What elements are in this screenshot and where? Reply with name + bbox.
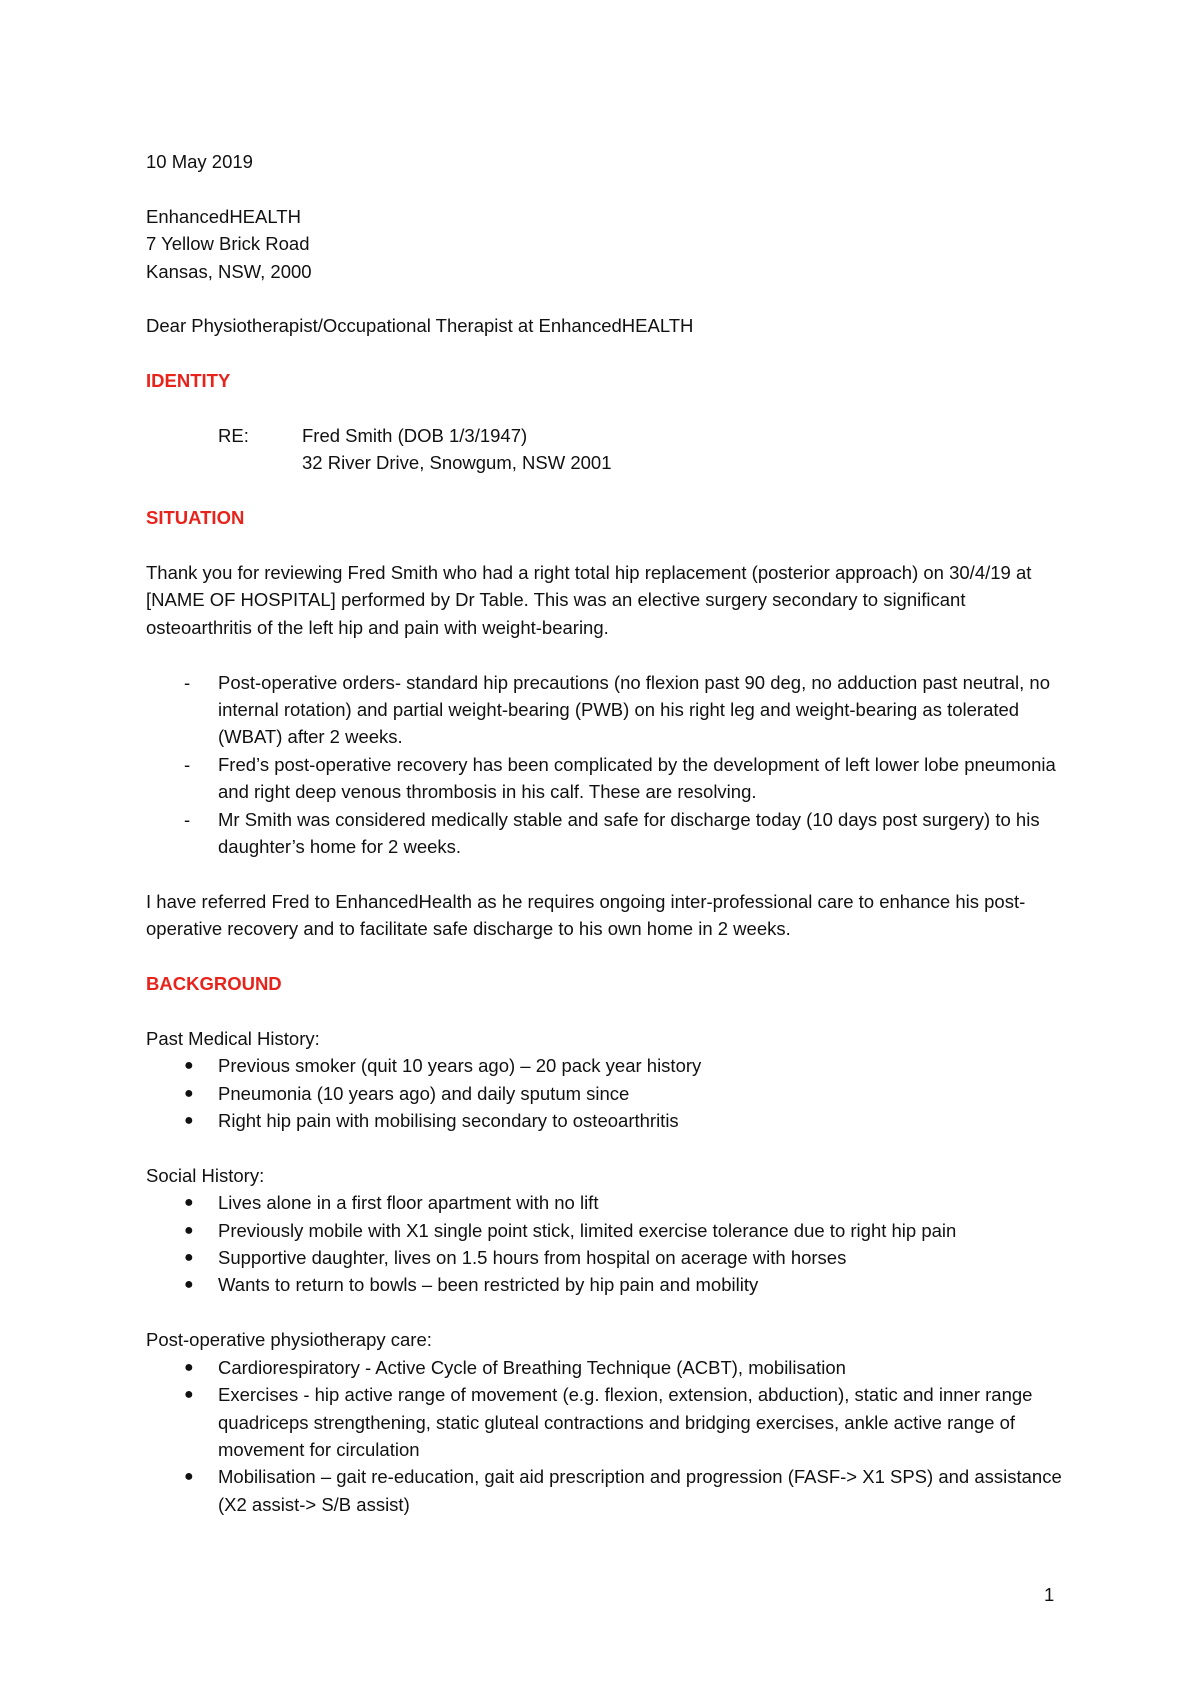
salutation: Dear Physiotherapist/Occupational Therapist at EnhancedHEALTH xyxy=(146,315,694,337)
list-item: ● Mobilisation – gait re-education, gait aid prescription and progression (FASF-> X1 SPS) and assistance (X2 assist-> S/B assist) xyxy=(146,1463,1076,1518)
list-item: ● Lives alone in a first floor apartment with no lift xyxy=(146,1189,1076,1216)
patient-address: 32 River Drive, Snowgum, NSW 2001 xyxy=(302,452,612,474)
pmh-title: Past Medical History: xyxy=(146,1027,320,1049)
letter-date: 10 May 2019 xyxy=(146,151,253,172)
background-heading: BACKGROUND xyxy=(146,973,282,995)
re-label: RE: xyxy=(218,425,249,446)
situation-heading: SITUATION xyxy=(146,507,245,529)
recipient-address xyxy=(146,203,1076,285)
list-item: ● Exercises - hip active range of movement (e.g. flexion, extension, abduction), static and inner range quadriceps strengthening, static gluteal contractions and bridging exercises, ankle active range of movement for circulation xyxy=(146,1381,1076,1463)
dash-marker: - xyxy=(184,753,191,775)
recipient-city: Kansas, NSW, 2000 xyxy=(146,260,312,282)
referral-paragraph: I have referred Fred to EnhancedHealth as he requires ongoing inter-professional care to enhance his post-operative recovery and to facilitate safe discharge to his own home in 2 weeks. xyxy=(146,890,1026,940)
social-history-list xyxy=(146,1189,1076,1299)
pmh-list xyxy=(146,1052,1076,1134)
list-item: ● Pneumonia (10 years ago) and daily sputum since xyxy=(146,1080,1076,1107)
dash-marker: - xyxy=(184,671,191,693)
physio-care-title: Post-operative physiotherapy care: xyxy=(146,1329,432,1351)
bullet-icon: ● xyxy=(184,1386,194,1404)
dash-marker: - xyxy=(184,808,191,830)
bullet-icon: ● xyxy=(184,1249,194,1267)
social-history-title: Social History: xyxy=(146,1164,265,1186)
list-item: - Mr Smith was considered medically stable and safe for discharge today (10 days post surgery) to his daughter’s home for 2 weeks. xyxy=(146,806,1076,861)
list-item: - Fred’s post-operative recovery has been complicated by the development of left lower lobe pneumonia and right deep venous thrombosis in his calf. These are resolving. xyxy=(146,751,1076,806)
bullet-icon: ● xyxy=(184,1221,194,1239)
situation-intro: Thank you for reviewing Fred Smith who had a right total hip replacement (posterior approach) on 30/4/19 at [NAME OF HOSPITAL] performed by Dr Table. This was an elective surgery secondary to significant osteoarthritis of the left hip and pain with weight-bearing. xyxy=(146,562,1032,638)
bullet-icon: ● xyxy=(184,1057,194,1075)
list-item: ● Previously mobile with X1 single point stick, limited exercise tolerance due to right hip pain xyxy=(146,1217,1076,1244)
physio-care-list xyxy=(146,1354,1076,1518)
identity-heading: IDENTITY xyxy=(146,370,231,392)
patient-name-dob: Fred Smith (DOB 1/3/1947) xyxy=(302,425,528,446)
bullet-icon: ● xyxy=(184,1468,194,1486)
list-item: ● Previous smoker (quit 10 years ago) – 20 pack year history xyxy=(146,1052,1076,1079)
bullet-icon: ● xyxy=(184,1194,194,1212)
bullet-icon: ● xyxy=(184,1358,194,1376)
situation-list xyxy=(146,669,1076,861)
list-item: ● Right hip pain with mobilising secondary to osteoarthritis xyxy=(146,1107,1076,1134)
bullet-icon: ● xyxy=(184,1112,194,1130)
list-item: ● Wants to return to bowls – been restricted by hip pain and mobility xyxy=(146,1271,1076,1298)
recipient-street: 7 Yellow Brick Road xyxy=(146,233,310,255)
list-item: - Post-operative orders- standard hip precautions (no flexion past 90 deg, no adduction past neutral, no internal rotation) and partial weight-bearing (PWB) on his right leg and weight-bearing as tolerated (WBAT) after 2 weeks. xyxy=(146,669,1076,751)
list-item: ● Cardiorespiratory - Active Cycle of Breathing Technique (ACBT), mobilisation xyxy=(146,1354,1076,1381)
letter-page xyxy=(146,148,1076,1518)
bullet-icon: ● xyxy=(184,1276,194,1294)
page-number: 1 xyxy=(1044,1584,1055,1605)
bullet-icon: ● xyxy=(184,1084,194,1102)
patient-identity xyxy=(146,422,1076,477)
recipient-name: EnhancedHEALTH xyxy=(146,205,301,227)
list-item: ● Supportive daughter, lives on 1.5 hours from hospital on acerage with horses xyxy=(146,1244,1076,1271)
